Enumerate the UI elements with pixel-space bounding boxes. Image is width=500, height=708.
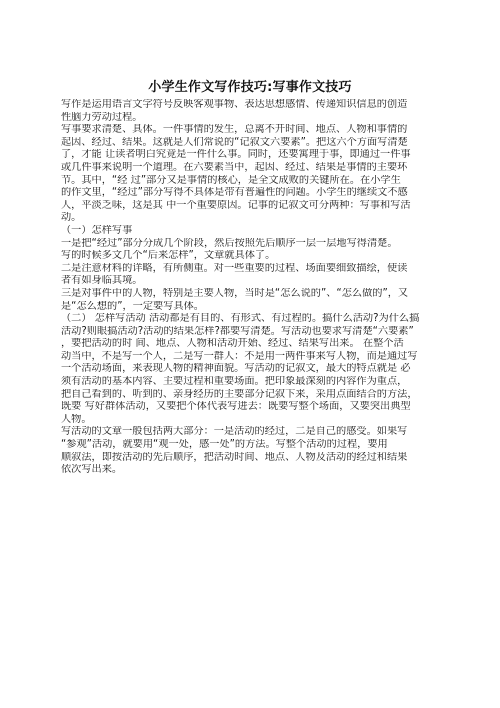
text-line: 起因、经过、结果。这就是人们常说的“记叙文六要素”。把这六个方面写清楚 — [61, 136, 408, 148]
text-line: 活动?则眼搞活动?活动的结果怎样?都要写清楚。写活动也要求写清楚“六要素” — [61, 325, 414, 337]
text-line: 依次写出来。 — [61, 464, 123, 476]
text-line: 一个活动场面，来表现人物的精神面貌。写活动的记叙文，最大的特点就是 必 — [61, 363, 411, 375]
document-title: 小学生作文写作技巧:写事作文技巧 — [148, 80, 352, 95]
text-line: ，要把活动的时 间、地点、人物和活动开始、经过、结果写出来。 在整个活 — [61, 338, 404, 350]
text-line: 写的时候多文几个“后来怎样”，文章就具体了。 — [61, 250, 276, 262]
text-line: 既要 写好群体活动，又要把个体代表写进去：既要写整个场面，又要突出典型 — [61, 401, 411, 413]
text-line: 写活动的文章一般包括两大部分：一是活动的经过，二是自己的感受。如果写 — [61, 426, 408, 438]
text-line: 一是把“经过”部分分成几个阶段，然后按照先后顺序一层一层地写得清楚。 — [61, 237, 398, 249]
text-line: “参观”活动，就要用“观一处，感一处”的方法。写整个活动的过程，要用 — [61, 439, 388, 451]
text-line: 或几件事来说明一个道理。在六要素当中，起因、经过、结果是事情的主要环 — [61, 161, 408, 173]
text-line: 者有如身临其境。 — [61, 275, 143, 287]
text-line: 人，平淡乏味，这是其 中一个重要原因。记事的记叙文可分两种：写事和写活 — [61, 199, 411, 211]
section-heading: （二） 怎样写活动 活动都是有目的、有形式、有过程的。搞什么活动?为什么搞 — [61, 313, 420, 325]
text-line: 性脑力劳动过程。 — [61, 111, 143, 123]
text-line: 三是对事件中的人物，特别是主要人物，当时是“怎么说的”、“怎么做的”，又 — [61, 287, 409, 299]
text-line: 动。 — [61, 212, 82, 224]
text-line: 节。其中，“经 过”部分又是事情的核心，是全文成败的关键所在。在小学生 — [61, 174, 401, 186]
text-line: 写作是运用语言文字符号反映客观事物、表达思想感情、传递知识信息的创造 — [61, 99, 408, 110]
section-heading: （一）怎样写事 — [61, 224, 133, 236]
text-line: 写事要求清楚、具体。一件事情的发生，总离不开时间、地点、人物和事情的 — [61, 124, 408, 136]
text-line: 动当中，不是写一个人，二是写一群人：不是用一两件事来写人物，而是通过写 — [61, 350, 418, 362]
text-line: 的作文里，“经过”部分写得不具体是带有普遍性的问题。小学生的继续文不感 — [61, 187, 408, 199]
text-line: 顺叙法，即按活动的先后顺序，把活动时间、地点、人物及活动的经过和结果 — [61, 451, 408, 463]
text-line: 二是注意材料的详略，有所侧重。对一些重要的过程、场面要细致描绘，使读 — [61, 262, 408, 274]
text-line: 了，才能 让读者明白究竟是一件什么事。同时，还要寓理于事，即通过一件事 — [61, 149, 411, 161]
document-body — [61, 99, 453, 477]
text-line: 是“怎么想的”，一定要写具体。 — [61, 300, 204, 312]
text-line: 把自己看到的、听到的、亲身经历的主要部分记叙下来，采用点面结合的方法， — [61, 388, 418, 400]
text-line: 人物。 — [61, 413, 92, 425]
text-line: 须有活动的基本内容、主要过程和重要场面。把印象最深刻的内容作为重点， — [61, 376, 408, 388]
